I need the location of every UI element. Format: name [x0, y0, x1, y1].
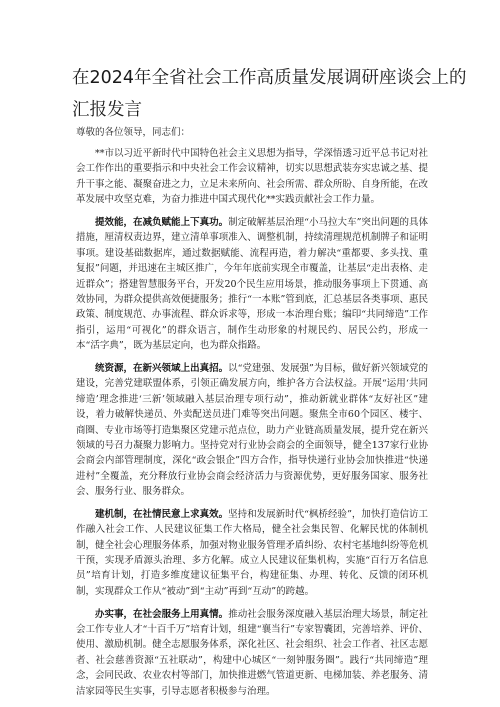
- title-line-2: 汇报发言: [72, 100, 142, 120]
- paragraph-service: [76, 607, 428, 699]
- paragraph-resources: [76, 361, 428, 500]
- paragraph-text: 推动社会服务深度融入基层治理大场景，制定社会工作专业人才“十百千万”培育计划，组建“襄当行”专家智囊团，完善培养、评价、使用、激励机制。健全志愿服务体系，深化社区、社会组织、社会工作者、社区志愿者、社会慈善资源“五社联动”，构建中心城区“一刻钟服务圈”。践行“共同缔造”理念，会同民政、农业农村等部门，加快推进燃气管道更新、电梯加装、养老服务、清洁家园等民生实事，引导志愿者积极参与治理。: [76, 608, 428, 697]
- paragraph-text: **市以习近平新时代中国特色社会主义思想为指导，学深悟透习近平总书记对社会工作作出的重要指示和中央社会工作会议精神，切实以思想武装夯实忠诚之基、提升干事之能、凝聚奋进之力，立足未来所向、社会所需、群众所盼、自身所能，在改革发展中攻坚克难，为奋力推进中国式现代化**实践贡献社会工作力量。: [76, 148, 428, 206]
- paragraph-lead: 提效能，在减负赋能上下真功。: [95, 216, 229, 228]
- paragraph-text: 以“党建强、发展强”为目标，做好新兴领域党的建设，完善党建联盟体系，引领正确发展方向，维护各方合法权益。开展“运用‘共同缔造’理念推进‘三新’领域融入基层治理专项行动”，推动新就业群体“友好社区”建设，着力破解快递员、外卖配送员进门难等突出问题。聚焦全市60个园区、楼宇、商圈、专业市场等打造集聚区党建示范点位，助力产业链高质量发展，提升党在新兴领域的号召力凝聚力影响力。坚持党对行业协会商会的全面领导，健全137家行业协会商会内部管理制度，深化“政会银企”四方合作，指导快递行业协会加快推进“快递进村”全覆盖，充分释放行业协会商会经济活力与资源优势，更好服务国家、服务社会、服务行业、服务群众。: [76, 362, 428, 498]
- title-line-1: 在2024年全省社会工作高质量发展调研座谈会上的: [72, 68, 467, 88]
- paragraph-lead: 统资源，在新兴领域上出真招。: [95, 362, 229, 374]
- paragraph-efficiency: [76, 215, 428, 354]
- salutation: 尊敬的各位领导，同志们：: [76, 127, 191, 138]
- paragraph-mechanism: [76, 507, 428, 599]
- document-title: [72, 62, 467, 126]
- paragraph-intro: [76, 146, 428, 208]
- paragraph-lead: 办实事，在社会服务上用真情。: [95, 608, 229, 620]
- paragraph-text: 坚持和发展新时代“枫桥经验”，加快打造信访工作融入社会工作、人民建议征集工作大格局，健全社会集民智、化解民忧的体制机制，健全社会心理服务体系，加强对物业服务管理矛盾纠纷、农村宅基地纠纷等危机干预，实现矛盾源头治理、多方化解。成立人民建议征集机构，实施“百行万名信息员”培育计划，打造多维度建议征集平台，构建征集、办理、转化、反馈的闭环机制，实现群众工作从“被动”到“主动”再到“互动”的跨越。: [76, 508, 428, 597]
- paragraph-lead: 建机制，在社情民意上求真效。: [95, 508, 229, 520]
- document-body: [76, 146, 428, 706]
- paragraph-text: 制定破解基层治理“小马拉大车”突出问题的具体措施，厘清权责边界，建立清单事项准入、调整机制，持续清理规范机制牌子和证明事项。建设基础数据库，通过数据赋能、流程再造，着力解决“重都要、多头找、重复报”问题，并迅速在主城区推广，今年年底前实现全市覆盖，让基层“走出表格、走近群众”；搭建智慧服务平台，开发20个民生应用场景，推动服务事项上下贯通、高效协同，为群众提供高效便捷服务；推行“一本账”管到底，汇总基层各类事项、惠民政策、制度规范、办事流程、群众诉求等，形成一本治理台账；编印“共同缔造”工作指引，运用“可视化”的群众语言，制作生动形象的村规民约、居民公约，形成一本“活字典”，既为基层定向，也为群众指路。: [76, 216, 428, 352]
